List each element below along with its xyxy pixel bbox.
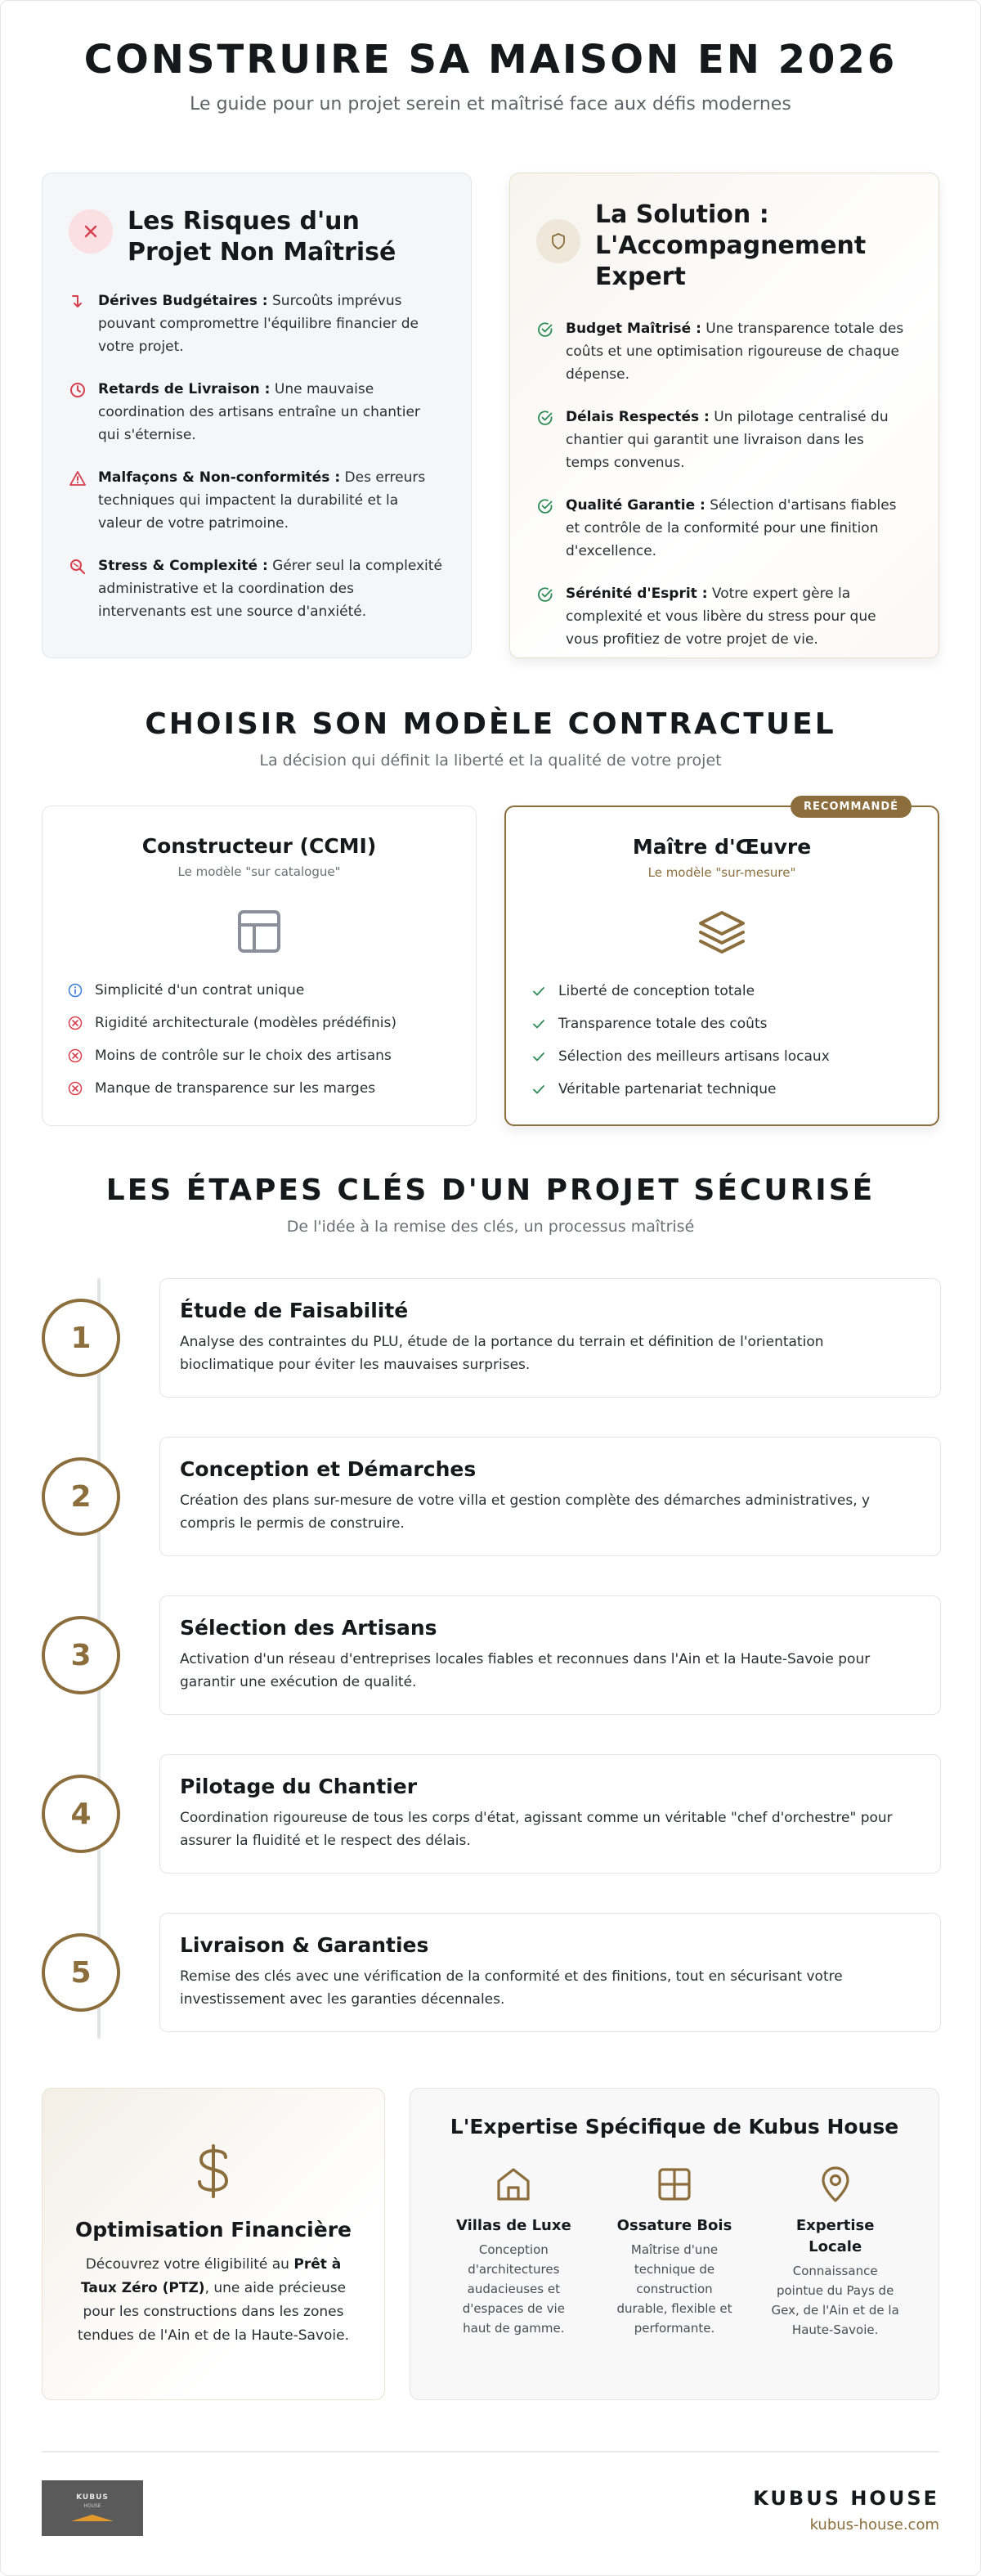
- check-circle-icon: [536, 409, 554, 427]
- ccmi-tag: Le modèle "sur catalogue": [177, 864, 341, 879]
- moe-item: Liberté de conception totale: [531, 975, 938, 1008]
- moe-item: Transparence totale des coûts: [531, 1008, 938, 1040]
- moe-title: Maître d'Œuvre: [632, 835, 812, 859]
- x-circle-icon: [67, 1080, 83, 1097]
- step-text: Remise des clés avec une vérification de la conformité et des finitions, tout en sécurisant votre investissement avec les garanties décennales.: [180, 1968, 843, 2008]
- solution-item: Délais Respectés : Un pilotage centralisé du chantier qui garantit une livraison dans les temps convenus.: [536, 406, 911, 474]
- step-box: [159, 1595, 941, 1715]
- solution-item: Sérénité d'Esprit : Votre expert gère la complexité et vous libère du stress pour que vous profitiez de votre projet de vie.: [536, 582, 911, 651]
- step-number: 2: [42, 1457, 120, 1536]
- moe-item: Véritable partenariat technique: [531, 1073, 938, 1106]
- map-pin-icon: [816, 2165, 855, 2204]
- check-circle-icon: [536, 586, 554, 604]
- trend-down-icon: [69, 293, 87, 311]
- steps-section-title: LES ÉTAPES CLÉS D'UN PROJET SÉCURISÉ: [105, 1174, 876, 1207]
- risk-item: Malfaçons & Non-conformités : Des erreurs techniques qui impactent la durabilité et la valeur de votre patrimoine.: [69, 466, 443, 535]
- finance-text: Découvrez votre éligibilité au Prêt à Taux Zéro (PTZ), une aide précieuse pour les constructions dans les zones tendues de l'Ain et de la Haute-Savoie.: [78, 2256, 349, 2344]
- moe-item: Sélection des meilleurs artisans locaux: [531, 1040, 938, 1073]
- step-text: Analyse des contraintes du PLU, étude de la portance du terrain et définition de l'orientation bioclimatique pour éviter les mauvaises surprises.: [180, 1334, 824, 1373]
- risks-title: Les Risques d'un Projet Non Maîtrisé: [128, 207, 396, 267]
- brand-url[interactable]: kubus-house.com: [809, 2516, 939, 2533]
- hero: [1, 1, 980, 114]
- step-title: Pilotage du Chantier: [180, 1775, 418, 1798]
- ccmi-card: [42, 806, 477, 1126]
- footer-divider: [42, 2451, 939, 2453]
- step-title: Livraison & Garanties: [180, 1933, 429, 1957]
- layout-template-icon: [235, 907, 284, 956]
- moe-tag: Le modèle "sur-mesure": [647, 865, 796, 880]
- dollar-icon: [65, 2144, 361, 2201]
- risks-card: [42, 173, 472, 658]
- steps-section-subtitle: De l'idée à la remise des clés, un processus maîtrisé: [286, 1218, 695, 1236]
- page-subtitle: Le guide pour un projet serein et maîtrisé face aux défis modernes: [190, 94, 791, 114]
- expertise-title: L'Expertise Spécifique de Kubus House: [450, 2115, 899, 2138]
- close-icon: [69, 209, 113, 254]
- step-item: [42, 1754, 941, 1874]
- step-text: Coordination rigoureuse de tous les corps d'état, agissant comme un véritable "chef d'orchestre" pour assurer la fluidité et le respect des délais.: [180, 1810, 893, 1849]
- clock-icon: [69, 381, 87, 399]
- expertise-card: [410, 2088, 939, 2400]
- ccmi-item: Rigidité architecturale (modèles prédéfinis): [67, 1007, 476, 1039]
- risk-item: Dérives Budgétaires : Surcoûts imprévus pouvant compromettre l'équilibre financier de votre projet.: [69, 289, 443, 358]
- step-title: Étude de Faisabilité: [180, 1299, 409, 1322]
- layers-icon: [697, 908, 746, 957]
- expertise-item: Ossature Bois Maîtrise d'une technique de construction durable, flexible et performante.: [609, 2165, 740, 2340]
- expertise-item: Villas de Luxe Conception d'architectures audacieuses et d'espaces de vie haut de gamme.: [448, 2165, 579, 2340]
- recommended-badge: RECOMMANDÉ: [791, 796, 912, 818]
- step-item: [42, 1595, 941, 1715]
- finance-title: Optimisation Financière: [75, 2218, 352, 2242]
- step-text: Activation d'un réseau d'entreprises locales fiables et reconnues dans l'Ain et la Haute-Savoie pour garantir une exécution de qualité.: [180, 1651, 871, 1690]
- models-section-subtitle: La décision qui définit la liberté et la qualité de votre projet: [259, 752, 722, 770]
- info-icon: [67, 982, 83, 999]
- shield-icon: [536, 219, 580, 263]
- models-section-title: CHOISIR SON MODÈLE CONTRACTUEL: [145, 707, 836, 741]
- ccmi-item: Manque de transparence sur les marges: [67, 1072, 476, 1105]
- risk-solution-comparison: [42, 173, 939, 658]
- step-text: Création des plans sur-mesure de votre villa et gestion complète des démarches administratives, y compris le permis de construire.: [180, 1492, 871, 1532]
- check-circle-icon: [536, 321, 554, 339]
- contract-models: [42, 801, 939, 1126]
- step-number: 1: [42, 1299, 120, 1377]
- footer-brand: [753, 2487, 939, 2533]
- moe-card: [504, 801, 939, 1126]
- steps-timeline: [42, 1278, 941, 2039]
- step-item: [42, 1437, 941, 1556]
- step-item: [42, 1278, 941, 1398]
- stress-search-icon: [69, 558, 87, 576]
- x-circle-icon: [67, 1015, 83, 1031]
- finance-card: [42, 2088, 385, 2400]
- solution-item: Budget Maîtrisé : Une transparence totale des coûts et une optimisation rigoureuse de chaque dépense.: [536, 317, 911, 386]
- kubus-house-logo: KUBUS HOUSE: [42, 2480, 143, 2536]
- risk-item: Stress & Complexité : Gérer seul la complexité administrative et la coordination des intervenants est une source d'anxiété.: [69, 554, 443, 623]
- step-title: Sélection des Artisans: [180, 1616, 437, 1640]
- check-circle-icon: [536, 497, 554, 515]
- check-icon: [531, 1048, 547, 1065]
- step-number: 5: [42, 1933, 120, 2012]
- solution-title: La Solution : L'Accompagnement Expert: [595, 200, 867, 291]
- bottom-panels: [42, 2088, 939, 2400]
- ccmi-title: Constructeur (CCMI): [141, 834, 377, 858]
- step-item: [42, 1913, 941, 2032]
- ccmi-item: Moins de contrôle sur le choix des artisans: [67, 1039, 476, 1072]
- check-icon: [531, 1016, 547, 1032]
- step-number: 4: [42, 1775, 120, 1853]
- check-icon: [531, 1081, 547, 1097]
- step-box: [159, 1278, 941, 1398]
- ccmi-item: Simplicité d'un contrat unique: [67, 974, 476, 1007]
- warning-icon: [69, 469, 87, 487]
- grid-icon: [655, 2165, 694, 2204]
- brand-name: KUBUS HOUSE: [753, 2487, 939, 2510]
- expertise-item: Expertise Locale Connaissance pointue du Pays de Gex, de l'Ain et de la Haute-Savoie.: [770, 2165, 901, 2340]
- step-box: [159, 1754, 941, 1874]
- risk-item: Retards de Livraison : Une mauvaise coordination des artisans entraîne un chantier qui s'éternise.: [69, 378, 443, 447]
- step-title: Conception et Démarches: [180, 1457, 477, 1481]
- step-number: 3: [42, 1616, 120, 1694]
- home-icon: [494, 2165, 533, 2204]
- step-box: [159, 1437, 941, 1556]
- step-box: [159, 1913, 941, 2032]
- solution-item: Qualité Garantie : Sélection d'artisans fiables et contrôle de la conformité pour une finition d'excellence.: [536, 494, 911, 563]
- solution-card: [509, 173, 939, 658]
- page-title: CONSTRUIRE SA MAISON EN 2026: [83, 37, 898, 83]
- x-circle-icon: [67, 1048, 83, 1064]
- check-icon: [531, 983, 547, 999]
